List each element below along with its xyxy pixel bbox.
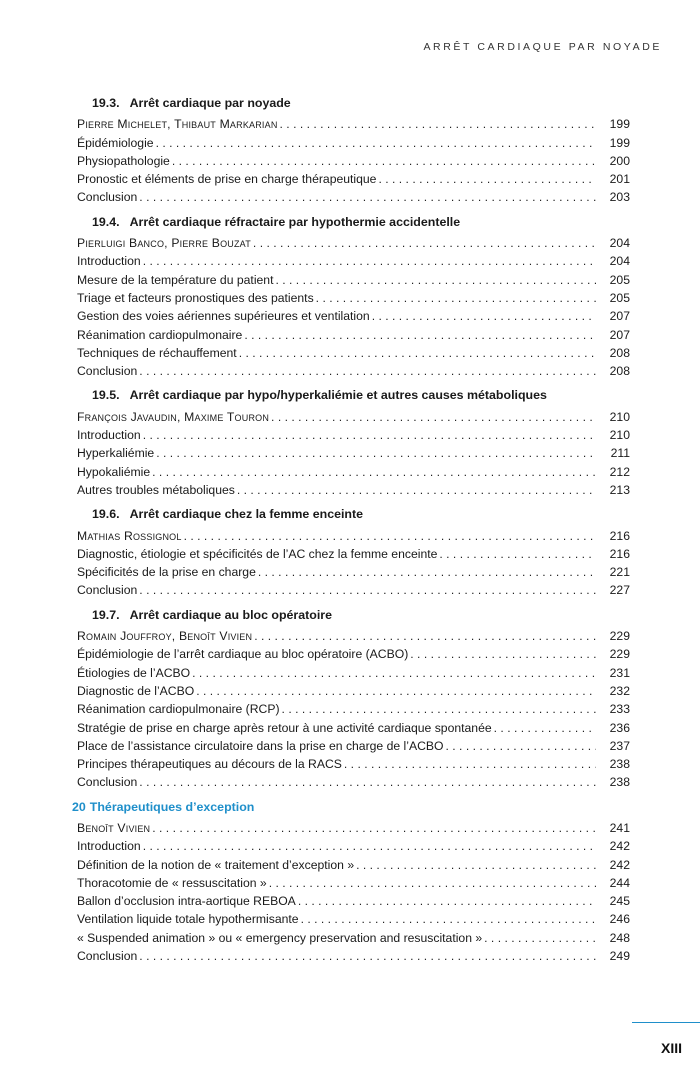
entry-page-number: 232 xyxy=(609,683,630,698)
toc-entry[interactable] xyxy=(77,326,630,344)
running-head: ARRÊT CARDIAQUE PAR NOYADE xyxy=(423,41,662,53)
authors-label: Mathias Rossignol xyxy=(77,528,182,543)
entry-label: Triage et facteurs pronostiques des patients xyxy=(77,290,314,305)
dot-leader xyxy=(282,700,596,718)
toc-entry[interactable] xyxy=(77,289,630,307)
toc-entry[interactable] xyxy=(77,664,630,682)
heading-number: 20 xyxy=(72,799,86,814)
toc-entry[interactable] xyxy=(77,134,630,152)
toc-entry[interactable] xyxy=(77,947,630,965)
entry-page-number: 212 xyxy=(609,464,630,479)
dot-leader xyxy=(484,929,596,947)
entry-page-number: 211 xyxy=(610,446,630,461)
entry-page-number: 200 xyxy=(609,153,630,168)
entry-page-number: 207 xyxy=(609,327,630,342)
dot-leader xyxy=(143,426,596,444)
toc-authors-row[interactable] xyxy=(77,527,630,545)
toc-entry[interactable] xyxy=(77,910,630,928)
entry-page-number: 242 xyxy=(609,857,630,872)
entry-page-number: 216 xyxy=(609,528,630,543)
entry-page-number: 241 xyxy=(609,820,630,835)
entry-page-number: 238 xyxy=(609,775,630,790)
heading-title: Arrêt cardiaque par hypo/hyperkaliémie et autres causes métaboliques xyxy=(129,388,547,403)
heading-number: 19.6. xyxy=(92,507,120,522)
entry-page-number: 204 xyxy=(609,254,630,269)
authors-label: Benoît Vivien xyxy=(77,820,151,835)
entry-label: « Suspended animation » ou « emergency preservation and resuscitation » xyxy=(77,930,483,945)
toc-entry[interactable] xyxy=(77,252,630,270)
entry-page-number: 248 xyxy=(609,930,630,945)
entry-label: Conclusion xyxy=(77,583,138,598)
authors-label: François Javaudin, Maxime Touron xyxy=(77,409,270,424)
entry-page-number: 216 xyxy=(609,546,630,561)
entry-page-number: 201 xyxy=(609,172,630,187)
entry-label: Ventilation liquide totale hypothermisante xyxy=(77,912,299,927)
entry-page-number: 213 xyxy=(609,482,630,497)
entry-page-number: 199 xyxy=(609,117,630,132)
toc-entry[interactable] xyxy=(77,645,630,663)
chapter-heading xyxy=(72,798,630,816)
entry-page-number: 249 xyxy=(609,949,630,964)
entry-label: Introduction xyxy=(77,428,141,443)
entry-label: Techniques de réchauffement xyxy=(77,345,237,360)
section-heading xyxy=(77,505,630,523)
toc-entry[interactable] xyxy=(77,700,630,718)
toc-authors-row[interactable] xyxy=(77,408,630,426)
toc-authors-row[interactable] xyxy=(77,115,630,133)
table-of-contents xyxy=(72,94,630,965)
heading-number: 19.5. xyxy=(92,388,120,403)
section-heading xyxy=(77,94,630,112)
heading-number: 19.3. xyxy=(92,96,120,110)
toc-entry[interactable] xyxy=(77,307,630,325)
entry-label: Diagnostic de l’ACBO xyxy=(77,683,195,698)
entry-label: Spécificités de la prise en charge xyxy=(77,565,256,580)
toc-authors-row[interactable] xyxy=(77,627,630,645)
dot-leader xyxy=(254,627,596,645)
dot-leader xyxy=(196,682,596,700)
entry-page-number: 210 xyxy=(609,409,630,424)
entry-page-number: 231 xyxy=(609,665,630,680)
entry-page-number: 236 xyxy=(609,720,630,735)
entry-label: Introduction xyxy=(77,839,141,854)
entry-label: Principes thérapeutiques au décours de la RACS xyxy=(77,757,342,772)
entry-label: Réanimation cardiopulmonaire (RCP) xyxy=(77,702,280,717)
toc-entry[interactable] xyxy=(77,874,630,892)
entry-page-number: 229 xyxy=(609,647,630,662)
heading-title: Thérapeutiques d’exception xyxy=(89,799,255,814)
section-heading xyxy=(77,386,630,404)
dot-leader xyxy=(139,362,596,380)
section-heading xyxy=(77,606,630,624)
footer-rule xyxy=(632,1022,700,1023)
dot-leader xyxy=(172,152,596,170)
entry-label: Place de l’assistance circulatoire dans la prise en charge de l’ACBO xyxy=(77,738,444,753)
dot-leader xyxy=(372,307,596,325)
entry-label: Introduction xyxy=(77,254,141,269)
dot-leader xyxy=(301,910,596,928)
dot-leader xyxy=(280,115,596,133)
page-number: XIII xyxy=(660,1040,682,1056)
entry-label: Épidémiologie xyxy=(77,135,154,150)
toc-entry[interactable] xyxy=(77,581,630,599)
dot-leader xyxy=(275,271,596,289)
entry-page-number: 208 xyxy=(609,345,630,360)
heading-title: Arrêt cardiaque chez la femme enceinte xyxy=(129,507,364,522)
entry-label: Stratégie de prise en charge après retour à une activité cardiaque spontanée xyxy=(77,720,492,735)
dot-leader xyxy=(184,527,596,545)
entry-page-number: 203 xyxy=(609,190,630,205)
heading-title: Arrêt cardiaque par noyade xyxy=(129,96,291,110)
entry-label: Diagnostic, étiologie et spécificités de l’AC chez la femme enceinte xyxy=(77,546,438,561)
entry-label: Réanimation cardiopulmonaire xyxy=(77,327,243,342)
toc-entry[interactable] xyxy=(77,837,630,855)
dot-leader xyxy=(143,252,596,270)
entry-label: Hyperkaliémie xyxy=(77,446,155,461)
dot-leader xyxy=(139,773,596,791)
entry-page-number: 199 xyxy=(609,135,630,150)
dot-leader xyxy=(271,408,596,426)
entry-label: Thoracotomie de « ressuscitation » xyxy=(77,875,267,890)
heading-title: Arrêt cardiaque au bloc opératoire xyxy=(129,607,332,622)
entry-label: Ballon d’occlusion intra-aortique REBOA xyxy=(77,894,296,909)
entry-page-number: 205 xyxy=(609,290,630,305)
heading-number: 19.4. xyxy=(92,214,120,229)
dot-leader xyxy=(258,563,596,581)
entry-page-number: 229 xyxy=(609,629,630,644)
entry-label: Physiopathologie xyxy=(77,153,170,168)
entry-page-number: 204 xyxy=(609,236,630,251)
dot-leader xyxy=(152,819,596,837)
toc-entry[interactable] xyxy=(77,463,630,481)
dot-leader xyxy=(410,645,596,663)
entry-page-number: 233 xyxy=(609,702,630,717)
dot-leader xyxy=(316,289,596,307)
entry-page-number: 245 xyxy=(609,894,630,909)
entry-label: Conclusion xyxy=(77,775,138,790)
toc-entry[interactable] xyxy=(77,188,630,206)
heading-title: Arrêt cardiaque réfractaire par hypothermie accidentelle xyxy=(129,214,461,229)
dot-leader xyxy=(237,481,596,499)
toc-entry[interactable] xyxy=(77,426,630,444)
entry-page-number: 210 xyxy=(609,428,630,443)
toc-authors-row[interactable] xyxy=(77,819,630,837)
dot-leader xyxy=(143,837,596,855)
toc-entry[interactable] xyxy=(77,170,630,188)
entry-label: Pronostic et éléments de prise en charge thérapeutique xyxy=(77,172,377,187)
dot-leader xyxy=(253,234,596,252)
entry-label: Mesure de la température du patient xyxy=(77,272,274,287)
dot-leader xyxy=(298,892,596,910)
section-heading xyxy=(77,213,630,231)
entry-label: Conclusion xyxy=(77,949,138,964)
entry-page-number: 227 xyxy=(609,583,630,598)
dot-leader xyxy=(192,664,596,682)
toc-entry[interactable] xyxy=(77,682,630,700)
entry-label: Épidémiologie de l’arrêt cardiaque au bloc opératoire (ACBO) xyxy=(77,647,409,662)
toc-entry[interactable] xyxy=(77,892,630,910)
toc-entry[interactable] xyxy=(77,563,630,581)
entry-label: Gestion des voies aériennes supérieures et ventilation xyxy=(77,309,370,324)
dot-leader xyxy=(239,344,596,362)
authors-label: Romain Jouffroy, Benoît Vivien xyxy=(77,629,253,644)
toc-entry[interactable] xyxy=(77,755,630,773)
toc-entry[interactable] xyxy=(77,856,630,874)
entry-page-number: 221 xyxy=(609,565,630,580)
entry-page-number: 237 xyxy=(609,738,630,753)
dot-leader xyxy=(139,947,596,965)
dot-leader xyxy=(156,444,596,462)
toc-entry[interactable] xyxy=(77,152,630,170)
entry-page-number: 205 xyxy=(609,272,630,287)
authors-label: Pierluigi Banco, Pierre Bouzat xyxy=(77,236,251,251)
entry-label: Hypokaliémie xyxy=(77,464,151,479)
entry-label: Étiologies de l’ACBO xyxy=(77,665,191,680)
dot-leader xyxy=(356,856,596,874)
toc-entry[interactable] xyxy=(77,719,630,737)
entry-page-number: 238 xyxy=(609,757,630,772)
entry-page-number: 242 xyxy=(609,839,630,854)
dot-leader xyxy=(344,755,596,773)
authors-label: Pierre Michelet, Thibaut Markarian xyxy=(77,117,278,132)
toc-entry[interactable] xyxy=(77,773,630,791)
dot-leader xyxy=(139,581,596,599)
dot-leader xyxy=(446,737,597,755)
toc-entry[interactable] xyxy=(77,271,630,289)
dot-leader xyxy=(378,170,596,188)
dot-leader xyxy=(494,719,596,737)
toc-entry[interactable] xyxy=(77,481,630,499)
toc-entry[interactable] xyxy=(77,344,630,362)
entry-page-number: 208 xyxy=(609,364,630,379)
dot-leader xyxy=(244,326,596,344)
entry-page-number: 207 xyxy=(609,309,630,324)
dot-leader xyxy=(269,874,596,892)
entry-label: Conclusion xyxy=(77,190,138,205)
entry-label: Autres troubles métaboliques xyxy=(77,482,235,497)
dot-leader xyxy=(152,463,596,481)
dot-leader xyxy=(439,545,596,563)
entry-page-number: 246 xyxy=(609,912,630,927)
toc-entry[interactable] xyxy=(77,545,630,563)
entry-label: Conclusion xyxy=(77,364,138,379)
toc-authors-row[interactable] xyxy=(77,234,630,252)
toc-entry[interactable] xyxy=(77,929,630,947)
dot-leader xyxy=(156,134,596,152)
entry-page-number: 244 xyxy=(609,875,630,890)
heading-number: 19.7. xyxy=(92,607,120,622)
toc-entry[interactable] xyxy=(77,737,630,755)
dot-leader xyxy=(139,188,596,206)
toc-entry[interactable] xyxy=(77,362,630,380)
toc-entry[interactable] xyxy=(77,444,630,462)
entry-label: Définition de la notion de « traitement d’exception » xyxy=(77,857,355,872)
